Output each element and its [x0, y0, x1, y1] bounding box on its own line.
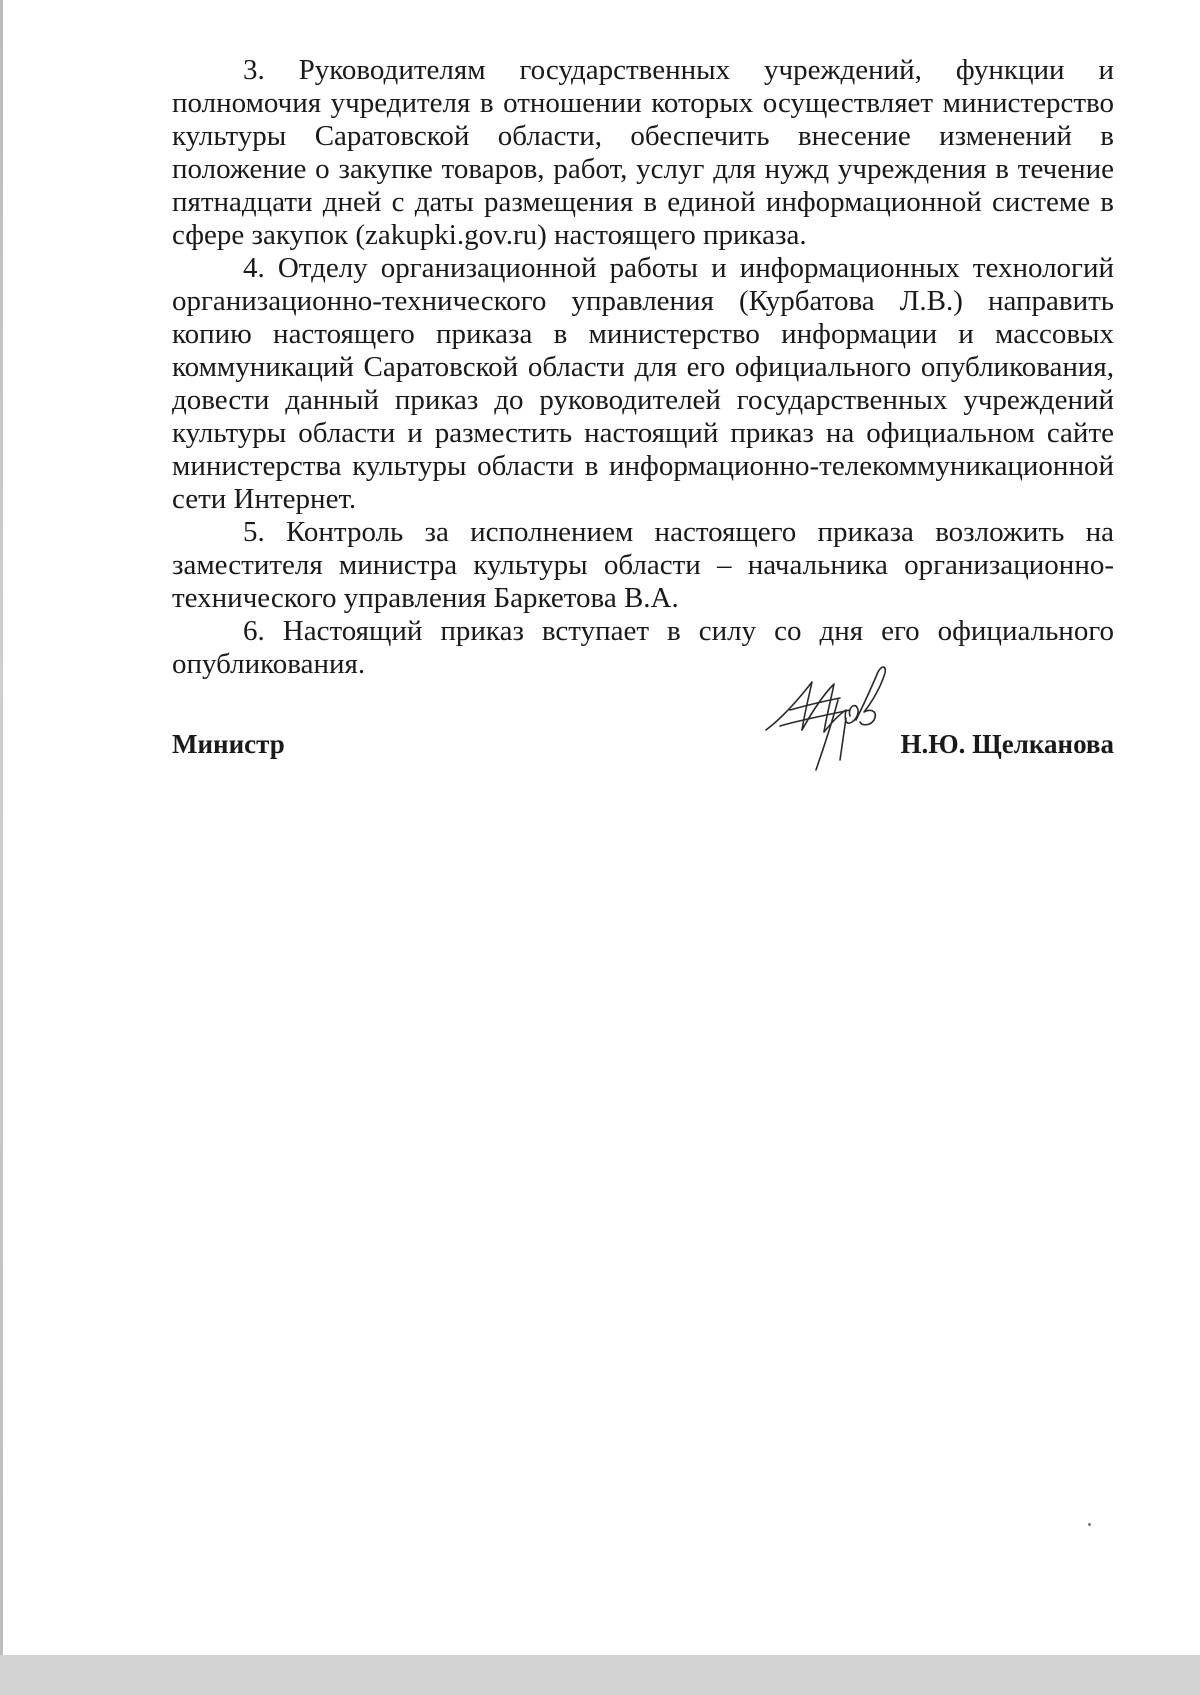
signer-name: Н.Ю. Щелканова [900, 729, 1114, 759]
scan-speck [1088, 1523, 1091, 1526]
paragraph-item-3: 3. Руководителям государственных учреждений, функции и полномочия учредителя в отношении которых осуществляет министерство культуры Саратовской области, обеспечить внесение изменений в положение о закупке товаров, работ, услуг для нужд учреждения в течение пятнадцати дней с даты размещения в единой информационной системе в сфере закупок (zakupki.gov.ru) настоящего приказа. [172, 54, 1114, 251]
paragraph-item-4: 4. Отделу организационной работы и информационных технологий организационно-технического управления (Курбатова Л.В.) направить копию настоящего приказа в министерство информации и массовых коммуникаций Саратовской области для его официального опубликования, довести данный приказ до руководителей государственных учреждений культуры области и разместить настоящий приказ на официальном сайте министерства культуры области в информационно-телекоммуникационной сети Интернет. [172, 252, 1114, 515]
paragraph-item-6: 6. Настоящий приказ вступает в силу со дня его официального опубликования. [172, 615, 1114, 680]
signer-position: Министр [172, 729, 285, 759]
order-body-text [172, 54, 1114, 681]
scan-bottom-edge [0, 1655, 1200, 1695]
paragraph-item-5: 5. Контроль за исполнением настоящего приказа возложить на заместителя министра культуры области – начальника организационно-технического управления Баркетова В.А. [172, 516, 1114, 614]
signature-block [172, 720, 1114, 760]
scan-left-edge [0, 0, 3, 1695]
